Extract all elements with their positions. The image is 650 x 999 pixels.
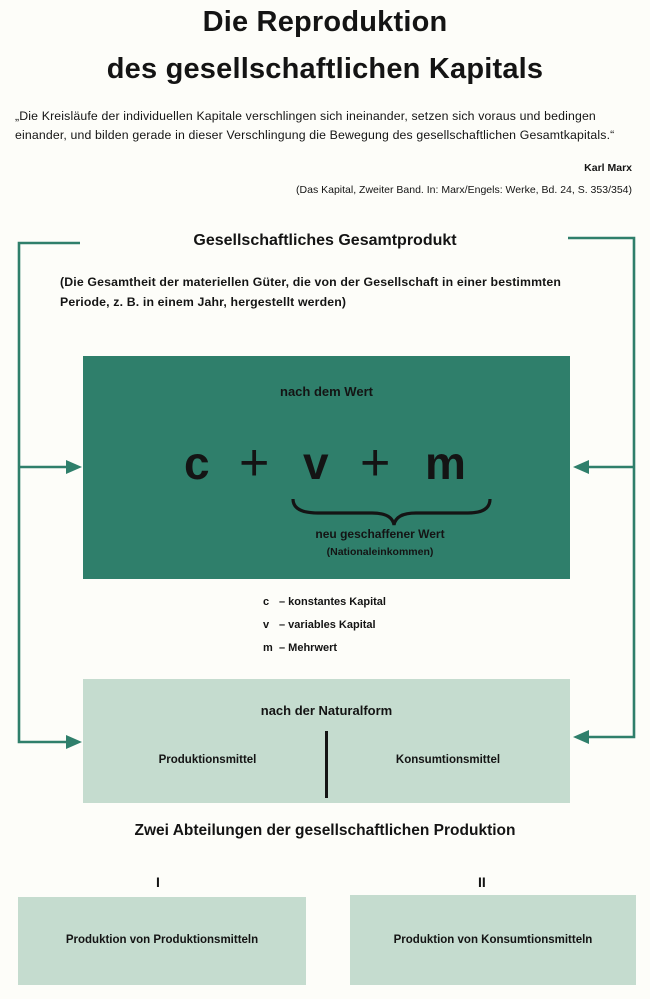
formula-plus-2: + (360, 434, 391, 492)
legend-text: – konstantes Kapital (279, 596, 386, 608)
legend-symbol: v (263, 619, 270, 631)
brace-sublabel: (Nationaleinkommen) (326, 546, 434, 558)
curly-brace (293, 499, 490, 525)
departments-title: Zwei Abteilungen der gesellschaftlichen Produktion (134, 822, 516, 839)
legend-symbol: m (263, 642, 273, 654)
left-arrowhead-bottom (66, 735, 82, 749)
formula-m: m (425, 437, 466, 489)
legend-text: – Mehrwert (279, 642, 338, 654)
value-box-label: nach dem Wert (280, 384, 373, 399)
department-label-1: Produktion von Produktionsmitteln (65, 934, 259, 946)
quote-text: „Die Kreisläufe der individuellen Kapitale verschlingen sich ineinander, setzen sich voraus und bedingen einander, und bilden gerade in dieser Verschlingung die Bewegung des gesellschaftlichen Gesamtkapitals.“ (15, 109, 615, 142)
right-arrowhead-top (573, 460, 589, 474)
section-title: Gesellschaftliches Gesamtprodukt (193, 232, 457, 249)
left-connector-line (19, 243, 80, 742)
right-arrowhead-bottom (573, 730, 589, 744)
title-line-2: des gesellschaftlichen Kapitals (106, 53, 544, 85)
natural-form-label: nach der Naturalform (260, 703, 393, 718)
left-arrowhead-top (66, 460, 82, 474)
legend-symbol: c (263, 596, 270, 608)
consumption-means-label: Konsumtionsmittel (395, 754, 501, 766)
formula-v: v (303, 437, 329, 489)
legend-text: – variables Kapital (279, 619, 376, 631)
quote-author: Karl Marx (584, 162, 632, 174)
formula-c: c (184, 437, 210, 489)
department-label-2: Produktion von Konsumtionsmitteln (393, 934, 593, 946)
quote-source: (Das Kapital, Zweiter Band. In: Marx/Engels: Werke, Bd. 24, S. 353/354) (296, 184, 632, 196)
section-description: (Die Gesamtheit der materiellen Güter, die von der Gesellschaft in einer bestimmten Periode, z. B. in einem Jahr, hergestellt werden) (60, 275, 562, 309)
production-means-label: Produktionsmittel (158, 754, 257, 766)
title-line-1: Die Reproduktion (202, 6, 448, 38)
department-numeral-1: I (156, 874, 160, 890)
formula-plus-1: + (239, 434, 270, 492)
right-connector-line (568, 238, 634, 737)
brace-label: neu geschaffener Wert (315, 527, 445, 541)
department-numeral-2: II (478, 874, 486, 890)
